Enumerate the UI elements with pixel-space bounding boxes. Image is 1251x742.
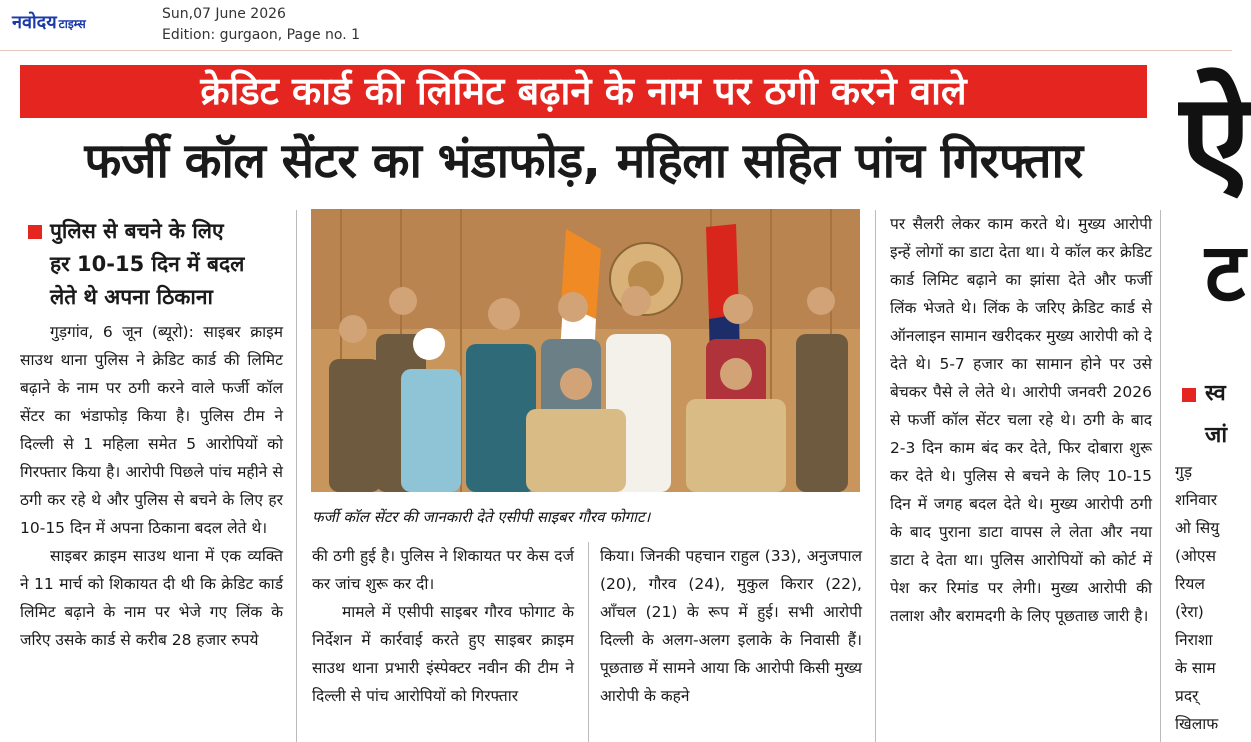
column-divider (1160, 210, 1161, 742)
article-column-1 (20, 318, 283, 654)
edition-info: Edition: gurgaon, Page no. 1 (162, 27, 361, 43)
paragraph: पर सैलरी लेकर काम करते थे। मुख्य आरोपी इन्हें लोगों का डाटा देता था। ये कॉल कर क्रेडिट कार्ड लिमिट बढ़ाने का झांसा देते और फर्जी लिंक भेजते थे। लिंक के जरिए क्रेडिट कार्ड से ऑनलाइन सामान खरीदकर मुख्य आरोपी को दे देते थे। 5-7 हजार का सामान होने पर उसे बेचकर पैसे ले लेते थे। आरोपी जनवरी 2026 से फर्जी कॉल सेंटर चला रहे थे। ठगी के बाद 2-3 दिन काम बंद कर देते, फिर दोबारा शुरू कर देते थे। पुलिस से बचने के लिए 10-15 दिन में जगह बदल देते थे। मुख्य आरोपी ठगी के बाद पुराना डाटा वापस ले लेता और नया डाटा दे देता था। पुलिस आरोपियों को कोर्ट में पेश कर रिमांड पर लेगी। मुख्य आरोपी की तलाश और बरामदगी के लिए पूछताछ जारी है। (890, 215, 1152, 625)
article-column-4 (890, 210, 1152, 630)
newspaper-logo[interactable] (12, 10, 86, 34)
next-text-line: (ओएस (1175, 547, 1216, 565)
next-text-line: शनिवार (1175, 491, 1218, 509)
next-article-headline-fragment-2: ट (1205, 226, 1246, 319)
next-text-line: खिलाफ (1175, 715, 1219, 733)
next-subhead-line: स्व (1205, 381, 1226, 406)
subhead-line: हर 10-15 दिन में बदल (50, 252, 245, 276)
masthead-divider (0, 50, 1232, 51)
next-text-line: रियल (1175, 575, 1205, 593)
paragraph: साइबर क्राइम साउथ थाना में एक व्यक्ति ने 11 मार्च को शिकायत दी थी कि क्रेडिट कार्ड लिमिट बढ़ाने के नाम पर भेजे गए लिंक के जरिए उसके कार्ड से करीब 28 हजार रुपये (20, 547, 283, 649)
paragraph: गुड़गांव, 6 जून (ब्यूरो): साइबर क्राइम साउथ थाना पुलिस ने क्रेडिट कार्ड की लिमिट बढ़ाने के नाम पर ठगी करने वाले फर्जी कॉल सेंटर का भंडाफोड़ किया है। पुलिस टीम ने दिल्ली से 1 महिला समेत 5 आरोपियों को गिरफ्तार किया है। आरोपी पिछले पांच महीने से ठगी कर रहे थे और पुलिस से बचने के लिए हर 10-15 दिन में अपना ठिकाना बदल लेते थे। (20, 323, 283, 537)
next-text-line: गुड़ (1175, 463, 1193, 481)
subhead-line: पुलिस से बचने के लिए (50, 219, 224, 243)
logo-subtext: टाइम्स (58, 17, 86, 31)
next-subhead-line: जां (1205, 423, 1228, 448)
main-headline: फर्जी कॉल सेंटर का भंडाफोड़, महिला सहित पांच गिरफ्तार (84, 133, 1083, 189)
paragraph: की ठगी हुई है। पुलिस ने शिकायत पर केस दर्ज कर जांच शुरू कर दी। (312, 547, 574, 593)
subhead-line: लेते थे अपना ठिकाना (50, 285, 213, 309)
next-text-line: के साम (1175, 659, 1216, 677)
next-text-line: प्रदर् (1175, 687, 1199, 705)
column-divider (296, 210, 297, 742)
column-divider (875, 210, 876, 742)
article-column-2 (312, 542, 574, 710)
article-subhead (20, 215, 305, 314)
paragraph: किया। जिनकी पहचान राहुल (33), अनुजपाल (20), गौरव (24), मुकुल किरार (22), आँचल (21) के रूप में हुई। सभी आरोपी दिल्ली के अलग-अलग इलाके के निवासी हैं। पूछताछ में सामने आया कि आरोपी किसी मुख्य आरोपी के कहने (600, 547, 862, 705)
masthead-bar (0, 0, 1232, 50)
next-text-line: (रेरा) (1175, 603, 1204, 621)
photo-illustration (311, 209, 860, 492)
article-column-3 (600, 542, 862, 710)
next-article-subhead (1205, 373, 1227, 457)
logo-text: नवोदय (12, 12, 57, 33)
headline-strap (20, 65, 1147, 118)
next-text-line: निराशा (1175, 631, 1213, 649)
edition-meta (162, 4, 360, 46)
column-divider (588, 542, 589, 742)
news-photo[interactable] (311, 209, 860, 492)
strap-text: क्रेडिट कार्ड की लिमिट बढ़ाने के नाम पर ठगी करने वाले (200, 69, 967, 113)
next-article-bullet (1182, 388, 1196, 402)
paragraph: मामले में एसीपी साइबर गौरव फोगाट के निर्देशन में कार्रवाई करते हुए साइबर क्राइम साउथ थाना प्रभारी इंस्पेक्टर नवीन की टीम ने दिल्ली से पांच आरोपियों को गिरफ्तार (312, 603, 574, 705)
next-article-text (1175, 458, 1232, 738)
next-text-line: ओ सियु (1175, 519, 1220, 537)
next-article-headline-fragment: ऐ (1180, 66, 1251, 215)
issue-date: Sun,07 June 2026 (162, 6, 286, 22)
photo-caption: फर्जी कॉल सेंटर की जानकारी देते एसीपी साइबर गौरव फोगाट। (312, 508, 651, 526)
